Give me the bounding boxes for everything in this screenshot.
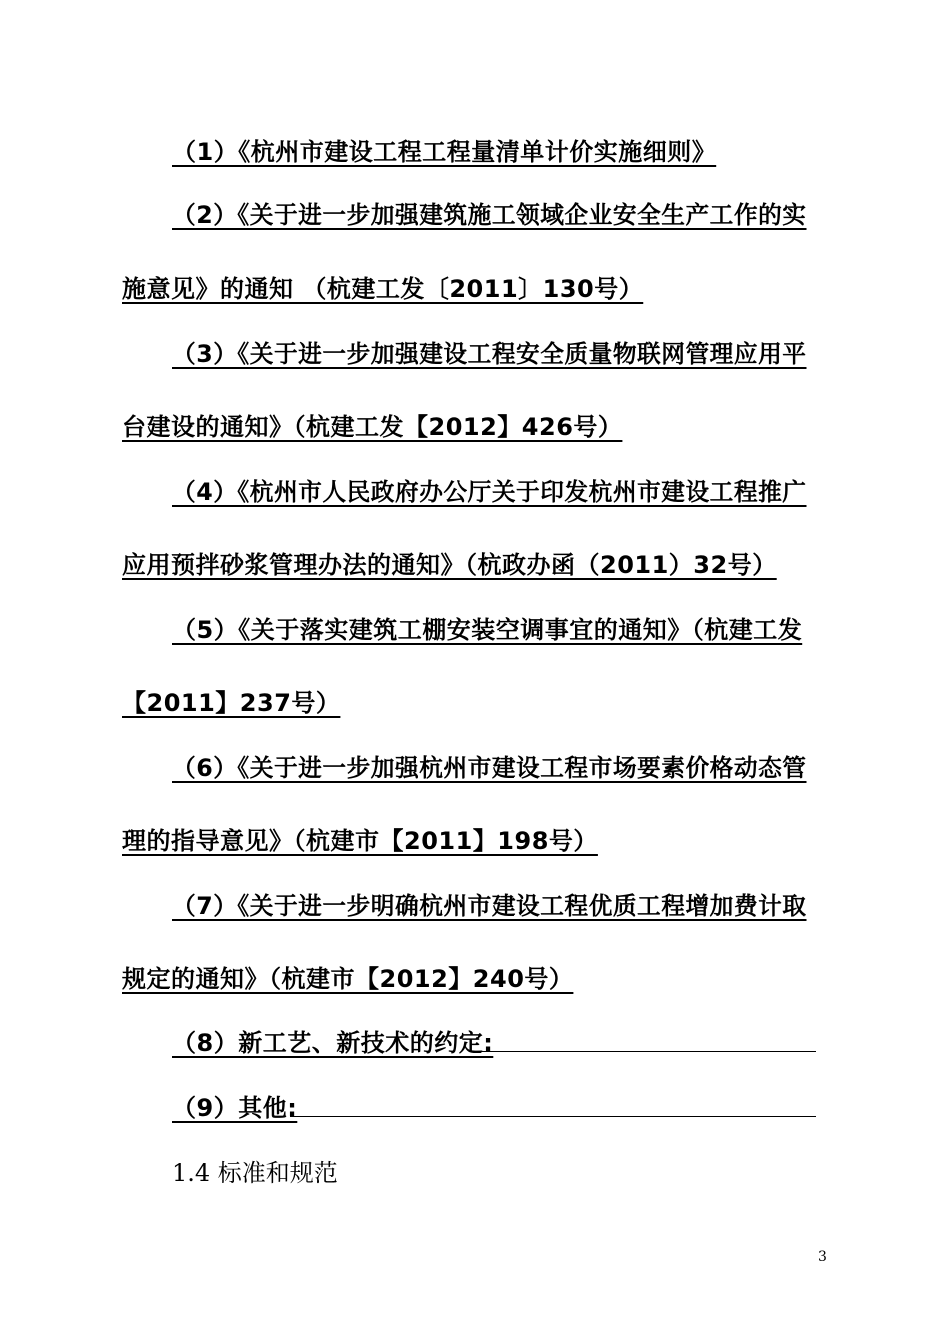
- item-9: （9）其他:: [172, 1094, 298, 1122]
- item-6-line-2: 理的指导意见》（杭建市【2011】198号）: [122, 827, 598, 855]
- item-1-line-1: （1）《杭州市建设工程工程量清单计价实施细则》: [172, 138, 717, 166]
- item-8-fill-line: [470, 1051, 816, 1052]
- section-heading: 1.4 标准和规范: [172, 1159, 338, 1187]
- item-6-line-1: （6）《关于进一步加强杭州市建设工程市场要素价格动态管: [172, 754, 807, 782]
- page-number: 3: [818, 1249, 827, 1265]
- item-2-line-1: （2）《关于进一步加强建筑施工领域企业安全生产工作的实: [172, 201, 807, 229]
- item-3-line-1: （3）《关于进一步加强建设工程安全质量物联网管理应用平: [172, 340, 807, 368]
- item-7-line-2: 规定的通知》（杭建市【2012】240号）: [122, 965, 574, 993]
- item-4-line-2: 应用预拌砂浆管理办法的通知》（杭政办函（2011）32号）: [122, 551, 777, 579]
- item-9-fill-line: [290, 1116, 816, 1117]
- item-8: （8）新工艺、新技术的约定:: [172, 1029, 494, 1057]
- item-5-line-2: 【2011】237号）: [122, 689, 341, 717]
- item-2-line-2: 施意见》的通知 （杭建工发〔2011〕130号）: [122, 275, 644, 303]
- item-7-line-1: （7）《关于进一步明确杭州市建设工程优质工程增加费计取: [172, 892, 807, 920]
- item-5-line-1: （5）《关于落实建筑工棚安装空调事宜的通知》（杭建工发: [172, 616, 803, 644]
- item-4-line-1: （4）《杭州市人民政府办公厅关于印发杭州市建设工程推广: [172, 478, 807, 506]
- item-3-line-2: 台建设的通知》（杭建工发【2012】426号）: [122, 413, 623, 441]
